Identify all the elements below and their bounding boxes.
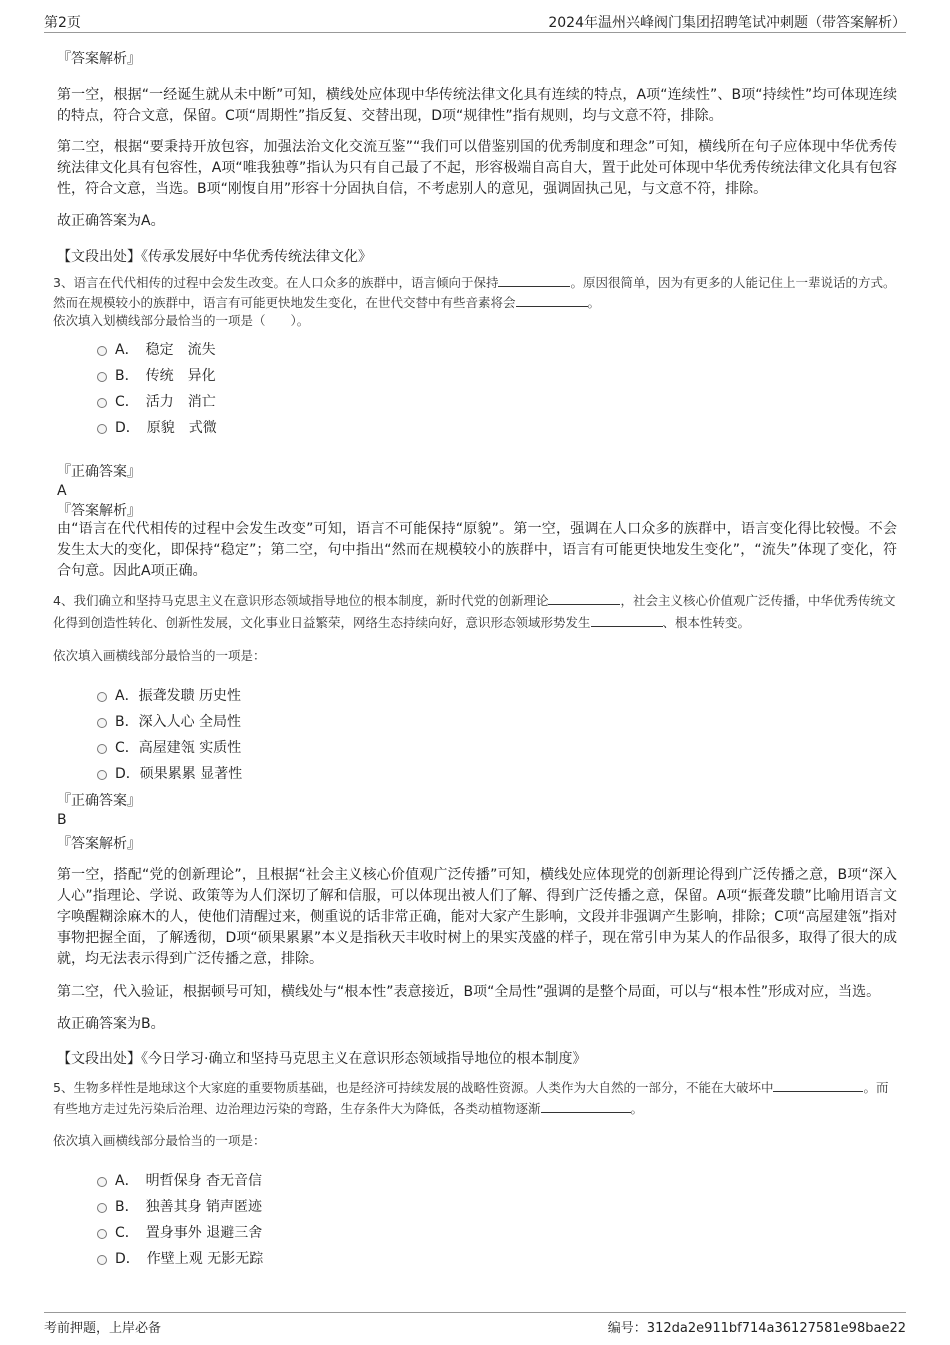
option-d[interactable]: D．硕果累累 显著性: [57, 761, 897, 787]
blank: [591, 614, 663, 627]
answer-conclusion: 故正确答案为A。: [57, 213, 165, 229]
question-5-text: 5、生物多样性是地球这个大家庭的重要物质基础，也是经济可持续发展的战略性资源。人类作为大自然的一部分，不能在大破坏中 。而有些地方走过先污染后治理、边治理边污染的弯路，生存条件大为降低，各类动植物逐渐 。: [53, 1080, 889, 1116]
document-id: 编号：312da2e911bf714a36127581e98bae22: [607, 1321, 906, 1336]
page-footer: [44, 1312, 906, 1336]
radio-button[interactable]: [97, 692, 107, 702]
blank: [541, 1100, 631, 1113]
analysis-label: 『答案解析』: [57, 51, 141, 67]
radio-button[interactable]: [97, 1229, 107, 1239]
radio-button[interactable]: [97, 1255, 107, 1265]
question-prompt: 依次填入画横线部分最恰当的一项是：: [53, 648, 266, 663]
radio-button[interactable]: [97, 770, 107, 780]
analysis-paragraph: 由“语言在代代相传的过程中会发生改变”可知，语言不可能保持“原貌”。第一空，强调在人口众多的族群中，语言变化得比较慢。不会发生太大的变化，即保持“稳定”；第二空，句中指出“然而在规模较小的族群中，语言有可能更快地发生变化”，“流失”体现了变化，符合句意。因此A项正确。: [57, 521, 897, 579]
radio-button[interactable]: [97, 398, 107, 408]
page-header: [44, 12, 906, 33]
option-b[interactable]: B．深入人心 全局性: [57, 709, 897, 735]
source-citation: 【文段出处】《传承发展好中华优秀传统法律文化》: [57, 249, 372, 265]
correct-answer-label: 『正确答案』: [57, 464, 141, 480]
radio-button[interactable]: [97, 346, 107, 356]
option-a[interactable]: A． 稳定 流失: [57, 337, 897, 363]
correct-answer-label: 『正确答案』: [57, 793, 141, 809]
radio-button[interactable]: [97, 1177, 107, 1187]
question-prompt: 依次填入画横线部分最恰当的一项是：: [53, 1133, 266, 1148]
option-d[interactable]: D． 作壁上观 无影无踪: [57, 1246, 897, 1272]
answer-conclusion: 故正确答案为B。: [57, 1016, 165, 1032]
question-3-text: 3、语言在代代相传的过程中会发生改变。在人口众多的族群中，语言倾向于保持 。原因很简单，因为有更多的人能记住上一辈说话的方式。然而在规模较小的族群中，语言有可能更快地发生变化，在世代交替中有些音素将会 。: [53, 275, 896, 310]
analysis-paragraph: 第一空，搭配“党的创新理论”，且根据“社会主义核心价值观广泛传播”可知，横线处应体现党的创新理论得到广泛传播之意，B项“深入人心”指理论、学说、政策等为人们深切了解和信服，可以体现出被人们了解、得到广泛传播之意，保留。A项“振聋发聩”比喻用语言文字唤醒糊涂麻木的人，使他们清醒过来，侧重说的话非常正确，能对大家产生影响，文段并非强调产生影响，排除；C项“高屋建瓴”指对事物把握全面，了解透彻，D项“硕果累累”本义是指秋天丰收时树上的果实茂盛的样子，现在常引申为某人的作品很多，取得了很大的成就，均无法表示得到广泛传播之意，排除。: [57, 867, 897, 967]
analysis-label: 『答案解析』: [57, 836, 141, 852]
options-list: [57, 337, 897, 441]
option-d[interactable]: D． 原貌 式微: [57, 415, 897, 441]
page-content: [53, 44, 897, 1272]
option-a[interactable]: A． 明哲保身 杳无音信: [57, 1168, 897, 1194]
page-number: 第2页: [44, 15, 81, 31]
blank: [548, 592, 620, 605]
option-c[interactable]: C． 活力 消亡: [57, 389, 897, 415]
options-list: [57, 1168, 897, 1272]
footer-slogan: 考前押题，上岸必备: [44, 1321, 162, 1336]
question-prompt: 依次填入划横线部分最恰当的一项是（ ）。: [53, 313, 310, 328]
analysis-label: 『答案解析』: [57, 503, 141, 519]
blank: [516, 294, 588, 307]
correct-answer: A: [57, 483, 67, 499]
radio-button[interactable]: [97, 424, 107, 434]
correct-answer: B: [57, 812, 67, 828]
radio-button[interactable]: [97, 744, 107, 754]
document-title: 2024年温州兴峰阀门集团招聘笔试冲刺题（带答案解析）: [548, 15, 906, 31]
blank: [498, 274, 570, 287]
analysis-paragraph: 第二空，根据“要秉持开放包容，加强法治文化交流互鉴”“我们可以借鉴别国的优秀制度和理念”可知，横线所在句子应体现中华优秀传统法律文化具有包容性，A项“唯我独尊”指认为只有自己最了不起，形容极端自高自大，置于此处可体现中华优秀传统法律文化具有包容性，符合文意，当选。B项“刚愎自用”形容十分固执自信，不考虑别人的意见，强调固执己见，与文意不符，排除。: [57, 139, 897, 197]
option-b[interactable]: B． 传统 异化: [57, 363, 897, 389]
question-4-text: 4、我们确立和坚持马克思主义在意识形态领域指导地位的根本制度，新时代党的创新理论 ，社会主义核心价值观广泛传播，中华优秀传统文化得到创造性转化、创新性发展，文化事业日益繁荣，网络生态持续向好，意识形态领域形势发生 、根本性转变。: [53, 593, 896, 630]
option-c[interactable]: C． 置身事外 退避三舍: [57, 1220, 897, 1246]
options-list: [57, 683, 897, 787]
option-a[interactable]: A．振聋发聩 历史性: [57, 683, 897, 709]
radio-button[interactable]: [97, 372, 107, 382]
blank: [773, 1079, 863, 1092]
source-citation: 【文段出处】《今日学习·确立和坚持马克思主义在意识形态领域指导地位的根本制度》: [57, 1051, 587, 1067]
analysis-paragraph: 第一空，根据“一经诞生就从未中断”可知，横线处应体现中华传统法律文化具有连续的特点，A项“连续性”、B项“持续性”均可体现连续的特点，符合文意，保留。C项“周期性”指反复、交替出现，D项“规律性”指有规则，均与文意不符，排除。: [57, 87, 897, 124]
option-c[interactable]: C．高屋建瓴 实质性: [57, 735, 897, 761]
radio-button[interactable]: [97, 718, 107, 728]
analysis-paragraph: 第二空，代入验证，根据顿号可知，横线处与“根本性”表意接近，B项“全局性”强调的是整个局面，可以与“根本性”形成对应，当选。: [57, 984, 881, 1000]
option-b[interactable]: B． 独善其身 销声匿迹: [57, 1194, 897, 1220]
radio-button[interactable]: [97, 1203, 107, 1213]
